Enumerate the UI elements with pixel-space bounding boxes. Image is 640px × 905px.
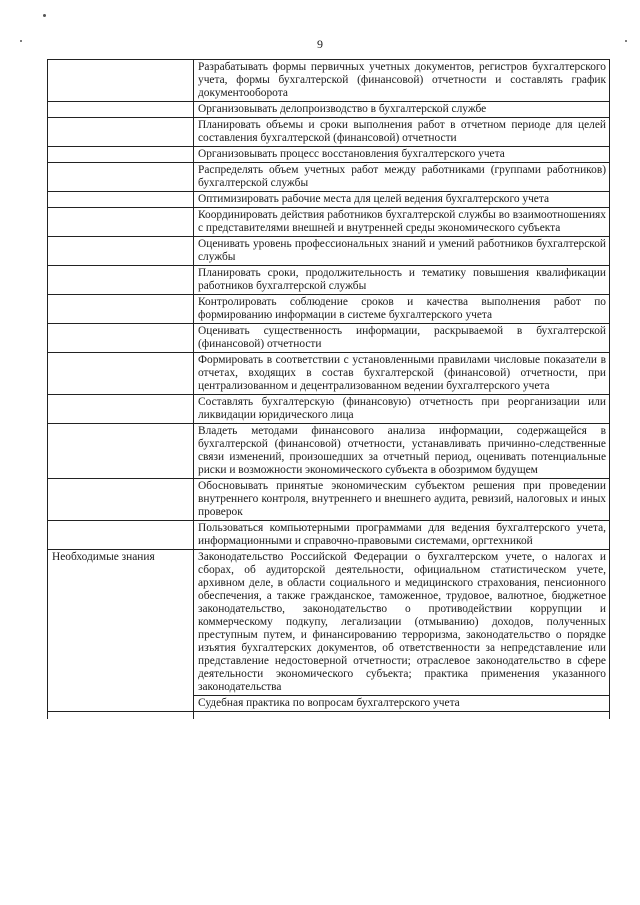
table-row bbox=[48, 118, 610, 147]
skill-cell: Обосновывать принятые экономическим субъектом решения при проведении внутреннего контроля, внутреннего и внешнего аудита, ревизий, налоговых и иных проверок bbox=[194, 479, 610, 521]
label-cell-empty bbox=[48, 147, 194, 163]
label-cell-empty bbox=[48, 712, 194, 720]
skill-cell: Контролировать соблюдение сроков и качества выполнения работ по формированию информации в системе бухгалтерского учета bbox=[194, 295, 610, 324]
skill-cell: Организовывать процесс восстановления бухгалтерского учета bbox=[194, 147, 610, 163]
table-row bbox=[48, 192, 610, 208]
skill-cell: Оценивать существенность информации, раскрываемой в бухгалтерской (финансовой) отчетности bbox=[194, 324, 610, 353]
table-row bbox=[48, 60, 610, 102]
page-number: 9 bbox=[317, 37, 323, 51]
label-cell-empty bbox=[48, 60, 194, 102]
label-cell-empty bbox=[48, 324, 194, 353]
label-cell-empty bbox=[48, 266, 194, 295]
label-cell-empty bbox=[48, 237, 194, 266]
label-cell-empty bbox=[48, 521, 194, 550]
skill-cell: Оптимизировать рабочие места для целей ведения бухгалтерского учета bbox=[194, 192, 610, 208]
skill-cell: Разрабатывать формы первичных учетных документов, регистров бухгалтерского учета, формы бухгалтерской (финансовой) отчетности и составлять график документооборота bbox=[194, 60, 610, 102]
label-cell-empty bbox=[48, 395, 194, 424]
label-cell-empty bbox=[48, 163, 194, 192]
table-row bbox=[48, 237, 610, 266]
scan-dot bbox=[43, 14, 46, 17]
skill-cell: Формировать в соответствии с установленными правилами числовые показатели в отчетах, входящих в состав бухгалтерской (финансовой) отчетности, при централизованном и децентрализованном ведении бухгалтерского учета bbox=[194, 353, 610, 395]
table-row bbox=[48, 295, 610, 324]
skill-cell: Планировать сроки, продолжительность и тематику повышения квалификации работников бухгалтерской службы bbox=[194, 266, 610, 295]
knowledge-cell: Законодательство Российской Федерации о бухгалтерском учете, о налогах и сборах, об аудиторской деятельности, официальном статистическом учете, архивном деле, в области социального и медицинского страхования, пенсионного обеспечения, а также гражданское, таможенное, трудовое, валютное, бюджетное законодательство, законодательство о противодействии коррупции и коммерческому подкупу, легализации (отмыванию) доходов, полученных преступным путем, и финансированию терроризма, законодательство о порядке изъятия бухгалтерских документов, об ответственности за непредставление или представление недостоверной отчетности; отраслевое законодательство в сфере деятельности экономического субъекта; практика применения указанного законодательства bbox=[194, 550, 610, 696]
table-row bbox=[48, 395, 610, 424]
knowledge-cell: Судебная практика по вопросам бухгалтерского учета bbox=[194, 696, 610, 712]
label-cell-empty bbox=[48, 424, 194, 479]
table-row bbox=[48, 353, 610, 395]
table-row bbox=[48, 208, 610, 237]
table-row bbox=[48, 424, 610, 479]
knowledge-label: Необходимые знания bbox=[48, 550, 194, 712]
table-row bbox=[48, 521, 610, 550]
skill-cell: Владеть методами финансового анализа информации, содержащейся в бухгалтерской (финансовой) отчетности, устанавливать причинно-следственные связи изменений, произошедших за отчетный период, оценивать потенциальные риски и возможности экономического субъекта в обозримом будущем bbox=[194, 424, 610, 479]
skill-cell: Распределять объем учетных работ между работниками (группами работников) бухгалтерской службы bbox=[194, 163, 610, 192]
label-cell-empty bbox=[48, 208, 194, 237]
skill-cell: Организовывать делопроизводство в бухгалтерской службе bbox=[194, 102, 610, 118]
skill-cell: Пользоваться компьютерными программами для ведения бухгалтерского учета, информационными и справочно-правовыми системами, оргтехникой bbox=[194, 521, 610, 550]
label-cell-empty bbox=[48, 118, 194, 147]
table-row bbox=[48, 102, 610, 118]
table-row bbox=[48, 163, 610, 192]
label-cell-empty bbox=[48, 192, 194, 208]
table-row bbox=[48, 266, 610, 295]
skill-cell: Составлять бухгалтерскую (финансовую) отчетность при реорганизации или ликвидации юридического лица bbox=[194, 395, 610, 424]
competency-table bbox=[47, 59, 610, 719]
skill-cell: Планировать объемы и сроки выполнения работ в отчетном периоде для целей составления бухгалтерской (финансовой) отчетности bbox=[194, 118, 610, 147]
table-row bbox=[48, 324, 610, 353]
label-cell-empty bbox=[48, 353, 194, 395]
table-row bbox=[48, 550, 610, 696]
table-row bbox=[48, 479, 610, 521]
table-row bbox=[48, 147, 610, 163]
label-cell-empty bbox=[48, 479, 194, 521]
skill-cell: Оценивать уровень профессиональных знаний и умений работников бухгалтерской службы bbox=[194, 237, 610, 266]
continuation-cell bbox=[194, 712, 610, 720]
label-cell-empty bbox=[48, 102, 194, 118]
skill-cell: Координировать действия работников бухгалтерской службы во взаимоотношениях с представителями внешней и внутренней среды экономического субъекта bbox=[194, 208, 610, 237]
table-row-continuation bbox=[48, 712, 610, 720]
label-cell-empty bbox=[48, 295, 194, 324]
